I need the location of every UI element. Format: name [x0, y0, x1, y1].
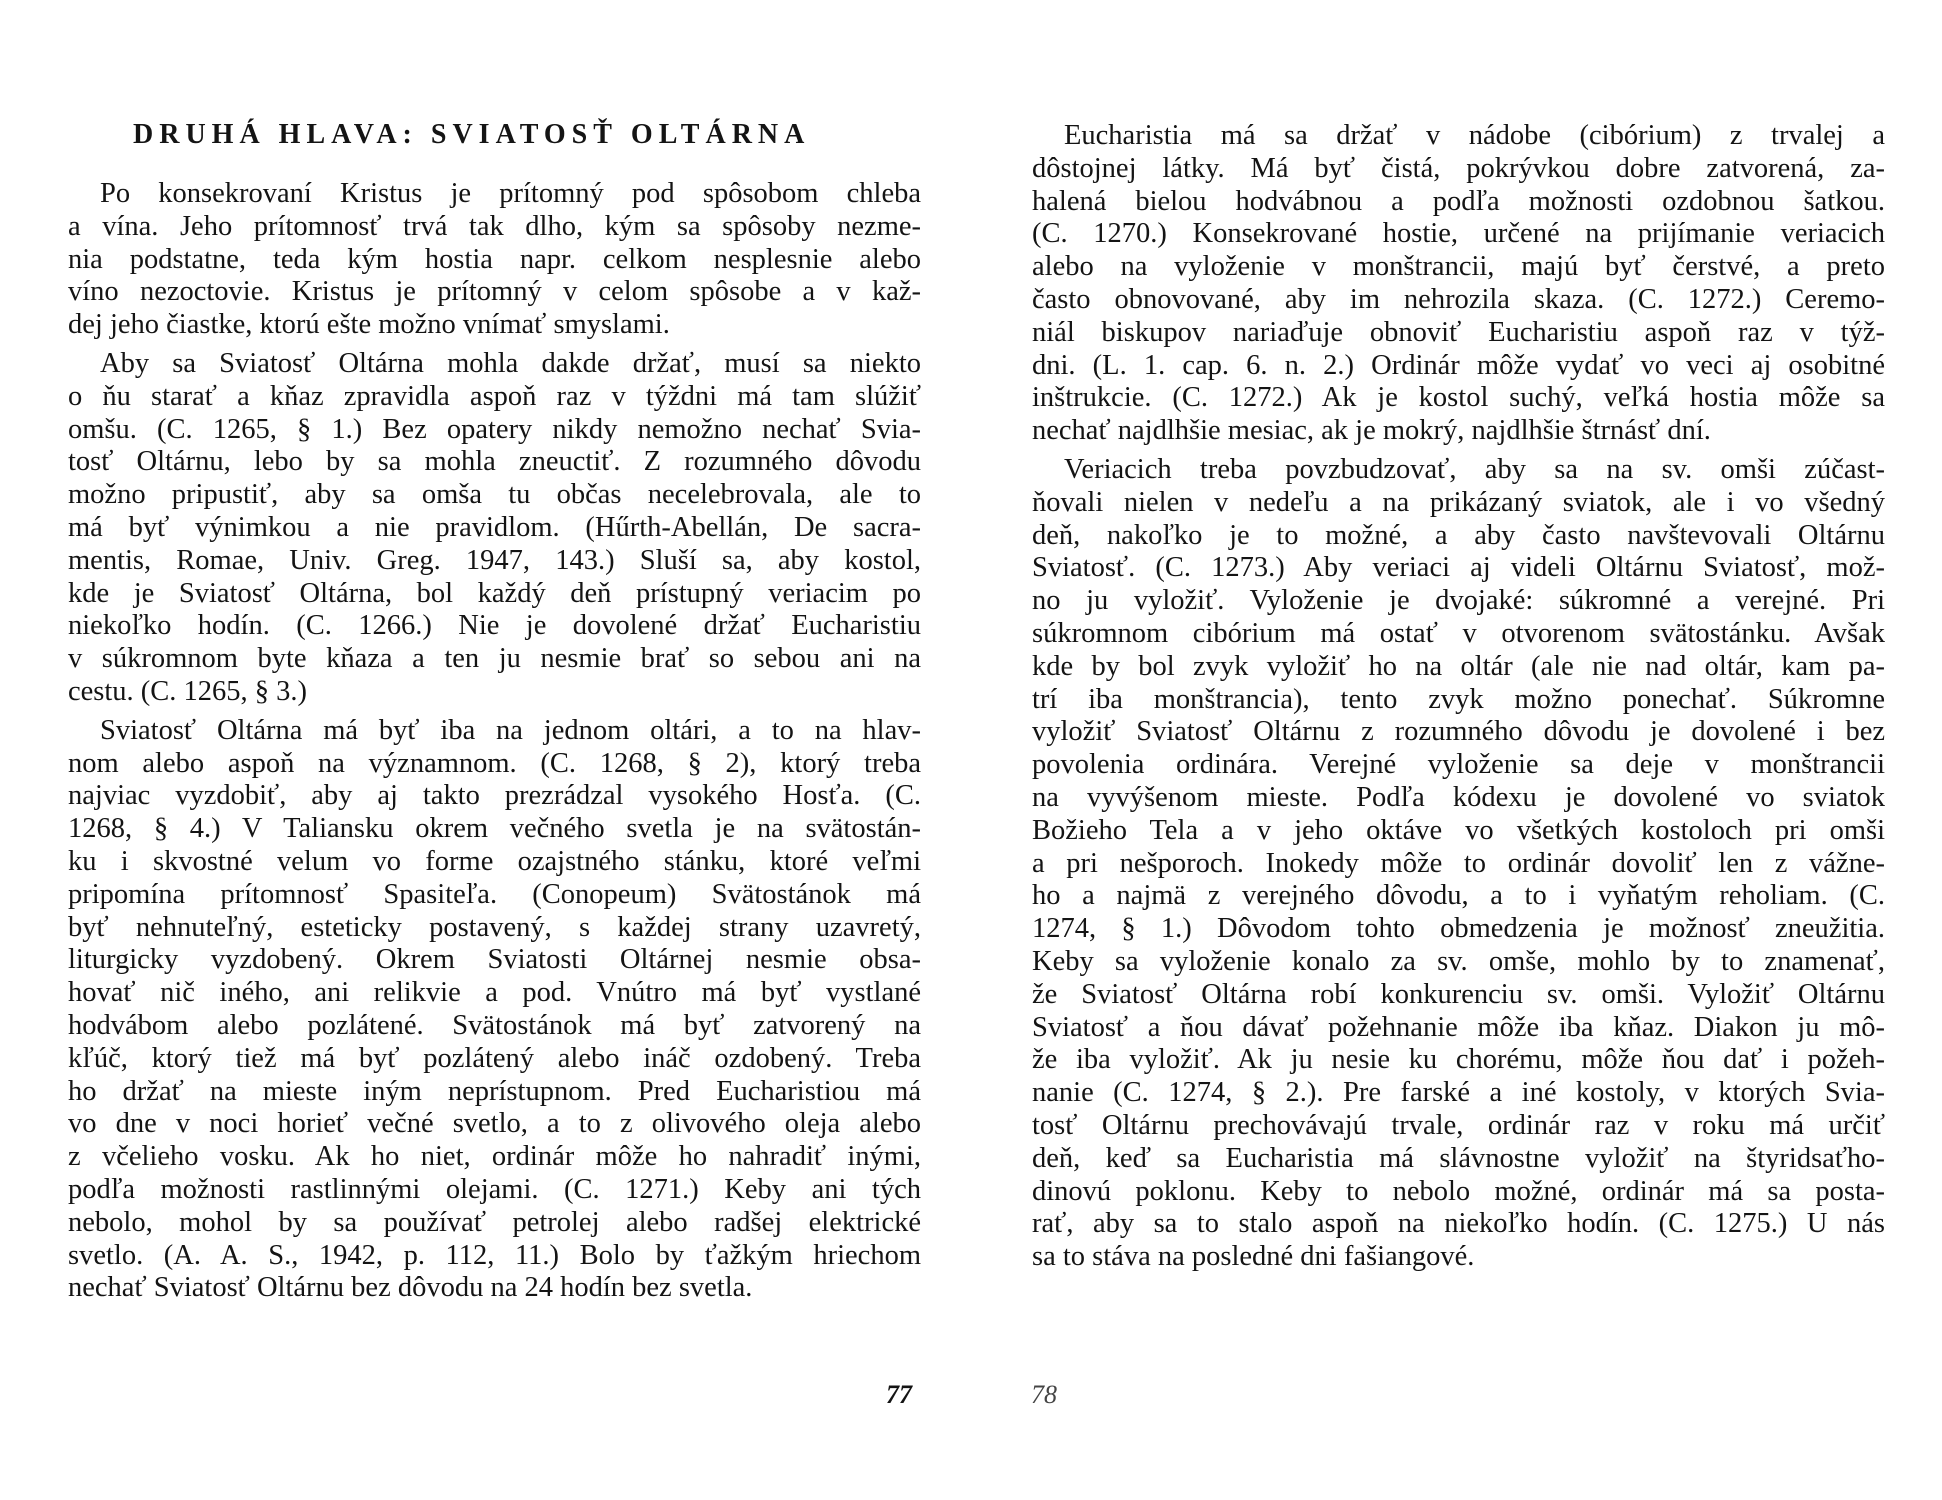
text-line: hovať nič iného, ani relikvie a pod. Vnútro má byť vystlané [68, 977, 921, 1009]
text-line: nechať najdlhšie mesiac, ak je mokrý, najdlhšie štrnásť dní. [1032, 415, 1711, 447]
text-line: najviac vyzdobiť, aby aj takto prezrádzal vysokého Hosťa. (C. [68, 780, 921, 812]
text-line: trí iba monštrancia), tento zvyk možno ponechať. Súkromne [1032, 683, 1885, 715]
text-line: alebo na vyloženie v monštrancii, majú byť čerstvé, a preto [1032, 251, 1885, 283]
paragraph [68, 348, 921, 709]
text-line: mentis, Romae, Univ. Greg. 1947, 143.) Sluší sa, aby kostol, [68, 544, 921, 576]
text-line: vyložiť Sviatosť Oltárnu z rozumného dôvodu je dovolené i bez [1032, 716, 1885, 748]
text-line: kľúč, ktorý tiež má byť pozlátený alebo ináč ozdobený. Treba [68, 1042, 921, 1074]
left-page-text [68, 178, 921, 1305]
paragraph [68, 178, 921, 342]
text-line: Sviatosť Oltárna má byť iba na jednom oltári, a to na hlav- [100, 714, 921, 746]
text-line: podľa možnosti rastlinnými olejami. (C. 1271.) Keby ani tých [68, 1173, 921, 1205]
text-line: omšu. (C. 1265, § 1.) Bez opatery nikdy nemožno nechať Svia- [68, 413, 921, 445]
text-line: no ju vyložiť. Vyloženie je dvojaké: súkromné a verejné. Pri [1032, 585, 1885, 617]
text-line: kde by bol zvyk vyložiť ho na oltár (ale nie nad oltár, kam pa- [1032, 650, 1885, 682]
text-line: a pri nešporoch. Inokedy môže to ordinár dovoliť len z vážne- [1032, 847, 1885, 879]
text-line: možno pripustiť, aby sa omša tu občas necelebrovala, ale to [68, 479, 921, 511]
text-line: Keby sa vyloženie konalo za sv. omše, mohlo by to znamenať, [1032, 945, 1885, 977]
text-line: že Sviatosť Oltárna robí konkurenciu sv. omši. Vyložiť Oltárnu [1032, 978, 1885, 1010]
page-number-right: 78 [1031, 1380, 1057, 1409]
text-line: má byť výnimkou a nie pravidlom. (Hűrth-Abellán, De sacra- [68, 511, 921, 543]
text-line: svetlo. (A. A. S., 1942, p. 112, 11.) Bolo by ťažkým hriechom [68, 1239, 921, 1271]
text-line: tosť Oltárnu prechovávajú trvale, ordinár raz v roku má určiť [1032, 1109, 1885, 1141]
text-line: vo dne v noci horieť večné svetlo, a to z olivového oleja alebo [68, 1108, 921, 1140]
paragraph [1032, 120, 1885, 448]
text-line: 1274, § 1.) Dôvodom tohto obmedzenia je možnosť zneužitia. [1032, 913, 1885, 945]
text-line: o ňu starať a kňaz zpravidla aspoň raz v týždni má tam slúžiť [68, 380, 921, 412]
text-line: z včelieho vosku. Ak ho niet, ordinár môže ho nahradiť inými, [68, 1141, 921, 1173]
text-line: cestu. (C. 1265, § 3.) [68, 675, 308, 707]
text-line: Sviatosť a ňou dávať požehnanie môže iba kňaz. Diakon ju mô- [1032, 1011, 1885, 1043]
text-line: nechať Sviatosť Oltárnu bez dôvodu na 24 hodín bez svetla. [68, 1272, 753, 1304]
text-line: nia podstatne, teda kým hostia napr. celkom nesplesnie alebo [68, 243, 921, 275]
text-line: kde je Sviatosť Oltárna, bol každý deň prístupný veriacim po [68, 577, 921, 609]
text-line: že iba vyložiť. Ak ju nesie ku chorému, môže ňou dať i požeh- [1032, 1044, 1885, 1076]
text-line: liturgicky vyzdobený. Okrem Sviatosti Oltárnej nesmie obsa- [68, 944, 921, 976]
text-line: pripomína prítomnosť Spasiteľa. (Conopeum) Svätostánok má [68, 878, 921, 910]
text-line: dinovú poklonu. Keby to nebolo možné, ordinár má sa posta- [1032, 1175, 1885, 1207]
text-line: povolenia ordinára. Verejné vyloženie sa deje v monštrancii [1032, 749, 1885, 781]
text-line: Sviatosť. (C. 1273.) Aby veriaci aj videli Oltárnu Sviatosť, mož- [1032, 552, 1885, 584]
text-line: nanie (C. 1274, § 2.). Pre farské a iné kostoly, v ktorých Svia- [1032, 1077, 1885, 1109]
text-line: deň, nakoľko je to možné, a aby často navštevovali Oltárnu [1032, 519, 1885, 551]
text-line: rať, aby sa to stalo aspoň na niekoľko hodín. (C. 1275.) U nás [1032, 1208, 1885, 1240]
text-line: často obnovované, aby im nehrozila skaza. (C. 1272.) Ceremo- [1032, 283, 1885, 315]
text-line: niál biskupov nariaďuje obnoviť Eucharistiu aspoň raz v týž- [1032, 316, 1885, 348]
text-line: Božieho Tela a v jeho oktáve vo všetkých kostoloch pri omši [1032, 814, 1885, 846]
text-line: 1268, § 4.) V Taliansku okrem večného svetla je na svätostán- [68, 813, 921, 845]
text-line: na vyvýšenom mieste. Podľa kódexu je dovolené vo sviatok [1032, 781, 1885, 813]
text-line: ho držať na mieste iným neprístupnom. Pred Eucharistiou má [68, 1075, 921, 1107]
text-line: v súkromnom byte kňaza a ten ju nesmie brať so sebou ani na [68, 643, 921, 675]
text-line: Veriacich treba povzbudzovať, aby sa na sv. omši zúčast- [1064, 453, 1885, 485]
text-line: sa to stáva na posledné dni fašiangové. [1032, 1241, 1475, 1273]
text-line: niekoľko hodín. (C. 1266.) Nie je dovolené držať Eucharistiu [68, 610, 921, 642]
text-line: ho a najmä z verejného dôvodu, a to i vyňatým reholiam. (C. [1032, 880, 1885, 912]
text-line: halená bielou hodvábnou a podľa možnosti ozdobnou šatkou. [1032, 185, 1885, 217]
text-line: inštrukcie. (C. 1272.) Ak je kostol suchý, veľká hostia môže sa [1032, 382, 1885, 414]
text-line: víno nezoctovie. Kristus je prítomný v celom spôsobe a v kaž- [68, 276, 921, 308]
text-line: Eucharistia má sa držať v nádobe (cibórium) z trvalej a [1064, 120, 1885, 151]
text-line: (C. 1270.) Konsekrované hostie, určené na prijímanie veriacich [1032, 218, 1885, 250]
text-line: dej jeho čiastke, ktorú ešte možno vnímať smyslami. [68, 309, 670, 341]
chapter-heading: DRUHÁ HLAVA: SVIATOSŤ OLTÁRNA [133, 119, 811, 150]
right-page-text [1032, 120, 1885, 1274]
text-line: dôstojnej látky. Má byť čistá, pokrývkou dobre zatvorená, za- [1032, 152, 1885, 184]
text-line: nebolo, mohol by sa používať petrolej alebo radšej elektrické [68, 1206, 921, 1238]
text-line: byť nehnuteľný, esteticky postavený, s každej strany uzavretý, [68, 911, 921, 943]
paragraph [1032, 454, 1885, 1274]
right-page [971, 0, 1942, 1500]
text-line: tosť Oltárnu, lebo by sa mohla zneuctiť. Z rozumného dôvodu [68, 446, 921, 478]
page-number-left: 77 [886, 1380, 912, 1409]
text-line: ku i skvostné velum vo forme ozajstného stánku, ktoré veľmi [68, 845, 921, 877]
text-line: dni. (L. 1. cap. 6. n. 2.) Ordinár môže vydať vo veci aj osobitné [1032, 349, 1885, 381]
text-line: nom alebo aspoň na významnom. (C. 1268, § 2), ktorý treba [68, 747, 921, 779]
text-line: hodvábom alebo pozlátené. Svätostánok má byť zatvorený na [68, 1009, 921, 1041]
text-line: ňovali nielen v nedeľu a na prikázaný sviatok, ale i vo všedný [1032, 486, 1885, 518]
paragraph [68, 715, 921, 1305]
text-line: a vína. Jeho prítomnosť trvá tak dlho, kým sa spôsoby nezme- [68, 210, 921, 242]
text-line: súkromnom cibórium má ostať v otvorenom svätostánku. Avšak [1032, 617, 1885, 649]
text-line: Po konsekrovaní Kristus je prítomný pod spôsobom chleba [100, 178, 921, 209]
text-line: deň, keď sa Eucharistia má slávnostne vyložiť na štyridsaťho- [1032, 1142, 1885, 1174]
text-line: Aby sa Sviatosť Oltárna mohla dakde držať, musí sa niekto [100, 347, 921, 379]
